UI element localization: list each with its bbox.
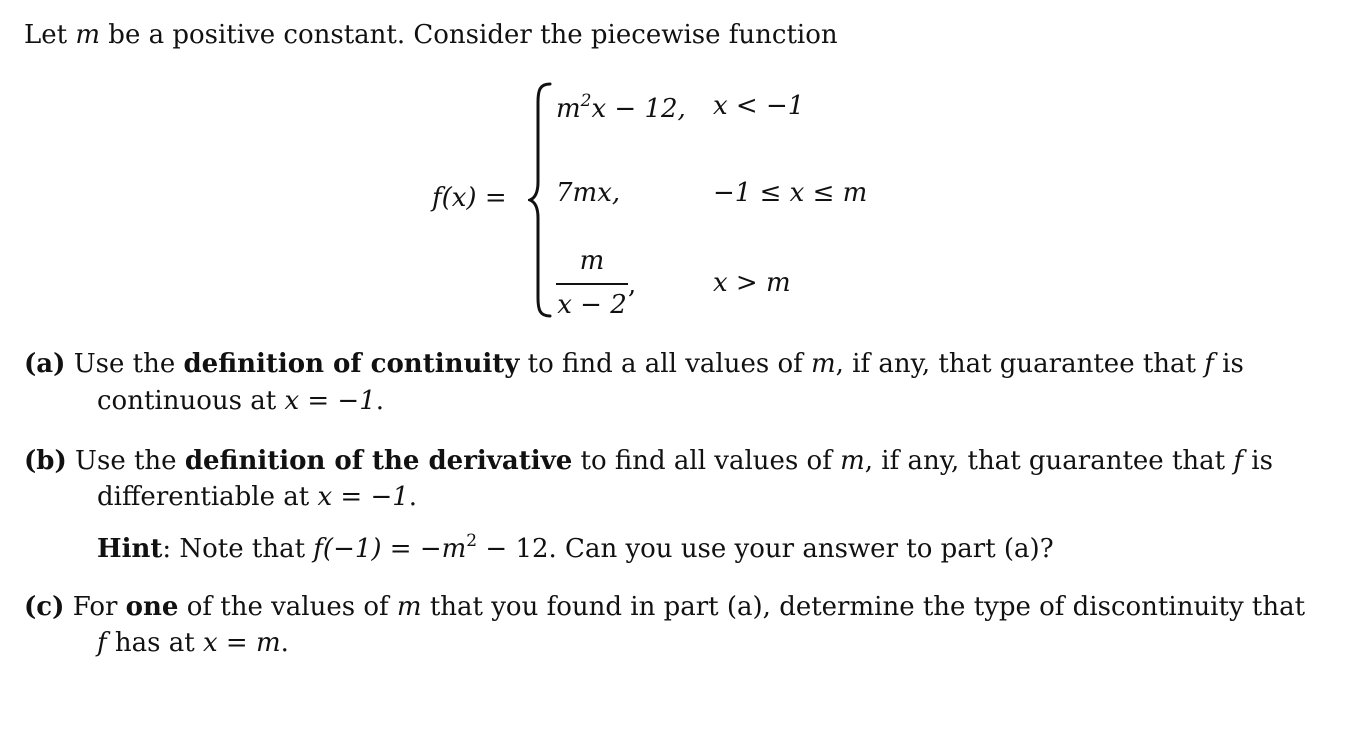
case-3-condition: x > m (713, 268, 791, 298)
case-3-fraction (556, 248, 628, 318)
part-a-label: (a) (24, 349, 66, 379)
fraction-numerator: m (579, 246, 605, 276)
part-b-hint: Hint: Note that $f(-1) = -m^2 - 12$. Can you use your answer to part (a)? (97, 531, 1054, 564)
intro-text: Let m be a positive constant. Consider the piecewise function (24, 20, 838, 50)
part-c-label: (c) (24, 592, 65, 622)
case-1-expression: $m^2x - 12$, (556, 91, 686, 124)
case-1-condition: x < −1 (713, 91, 805, 121)
var-m: m (75, 20, 101, 50)
part-c-line-2: f has at x = m. (97, 628, 289, 658)
part-c-line-1: (c) For one of the values of m that you found in part (a), determine the type of discontinuity that (24, 592, 1306, 622)
case-2-expression: 7mx, (556, 178, 621, 208)
part-b-line-2: differentiable at x = −1. (97, 482, 418, 512)
left-brace-icon (528, 82, 552, 318)
part-b-line-1: (b) Use the definition of the derivative to find all values of m, if any, that guarantee that f is (24, 446, 1273, 476)
fraction-denominator: x − 2 (557, 289, 627, 320)
hint-label: Hint (97, 534, 163, 564)
part-a-line-2: continuous at x = −1. (97, 386, 385, 416)
function-lhs: f(x) = (432, 183, 507, 213)
fraction-bar (556, 283, 628, 285)
case-3-comma: , (628, 270, 637, 300)
part-a-line-1: (a) Use the definition of continuity to find a all values of m, if any, that guarantee that f is (24, 349, 1244, 379)
case-2-condition: −1 ≤ x ≤ m (713, 178, 868, 208)
part-b-label: (b) (24, 446, 67, 476)
